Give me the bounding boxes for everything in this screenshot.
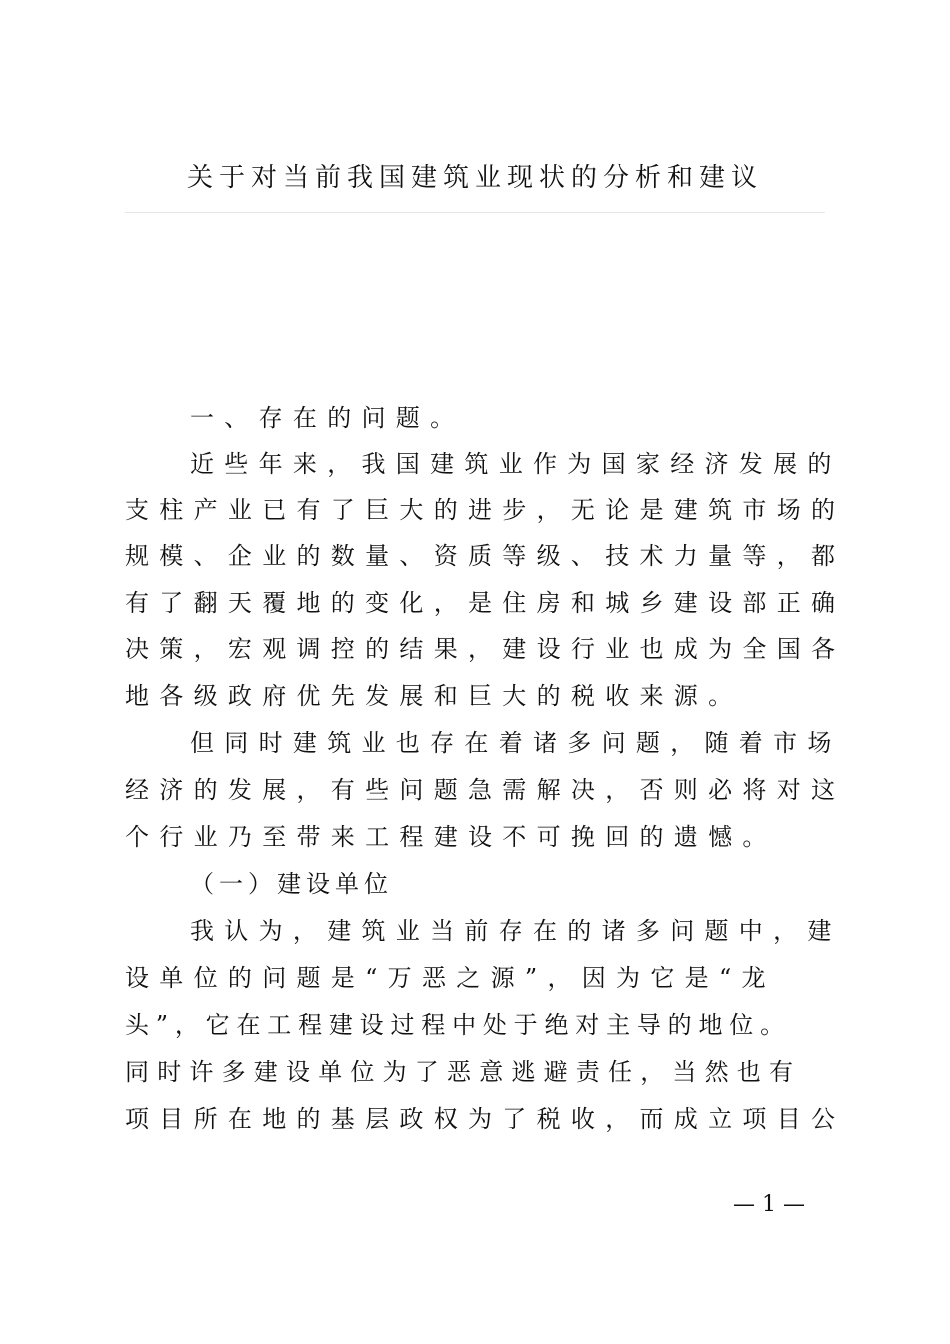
- subsection-heading: （一）建设单位: [190, 870, 393, 898]
- paragraph-line: 我认为，建筑业当前存在的诸多问题中，建: [190, 917, 842, 945]
- paragraph-line: 设单位的问题是“万恶之源”，因为它是“龙: [125, 964, 776, 992]
- paragraph-line: 有了翻天覆地的变化，是住房和城乡建设部正确: [125, 589, 846, 617]
- paragraph-line: 头”，它在工程建设过程中处于绝对主导的地位。: [125, 1011, 791, 1039]
- paragraph-line: 近些年来，我国建筑业作为国家经济发展的: [190, 450, 842, 478]
- paragraph-line: 经济的发展，有些问题急需解决，否则必将对这: [125, 776, 846, 804]
- paragraph-line: 同时许多建设单位为了恶意逃避责任，当然也有: [125, 1058, 802, 1086]
- title-divider: [125, 212, 825, 213]
- paragraph-line: 地各级政府优先发展和巨大的税收来源。: [125, 682, 743, 710]
- paragraph-line: 支柱产业已有了巨大的进步，无论是建筑市场的: [125, 496, 846, 524]
- paragraph-line: 个行业乃至带来工程建设不可挽回的遗憾。: [125, 823, 777, 851]
- paragraph-line: 但同时建筑业也存在着诸多问题，随着市场: [190, 729, 842, 757]
- document-title: 关于对当前我国建筑业现状的分析和建议: [186, 163, 763, 193]
- paragraph-line: 项目所在地的基层政权为了税收，而成立项目公: [125, 1105, 846, 1133]
- page-number: — 1 —: [733, 1192, 805, 1217]
- section-heading: 一、存在的问题。: [190, 404, 465, 432]
- paragraph-line: 决策，宏观调控的结果，建设行业也成为全国各: [125, 635, 846, 663]
- paragraph-line: 规模、企业的数量、资质等级、技术力量等，都: [125, 542, 846, 570]
